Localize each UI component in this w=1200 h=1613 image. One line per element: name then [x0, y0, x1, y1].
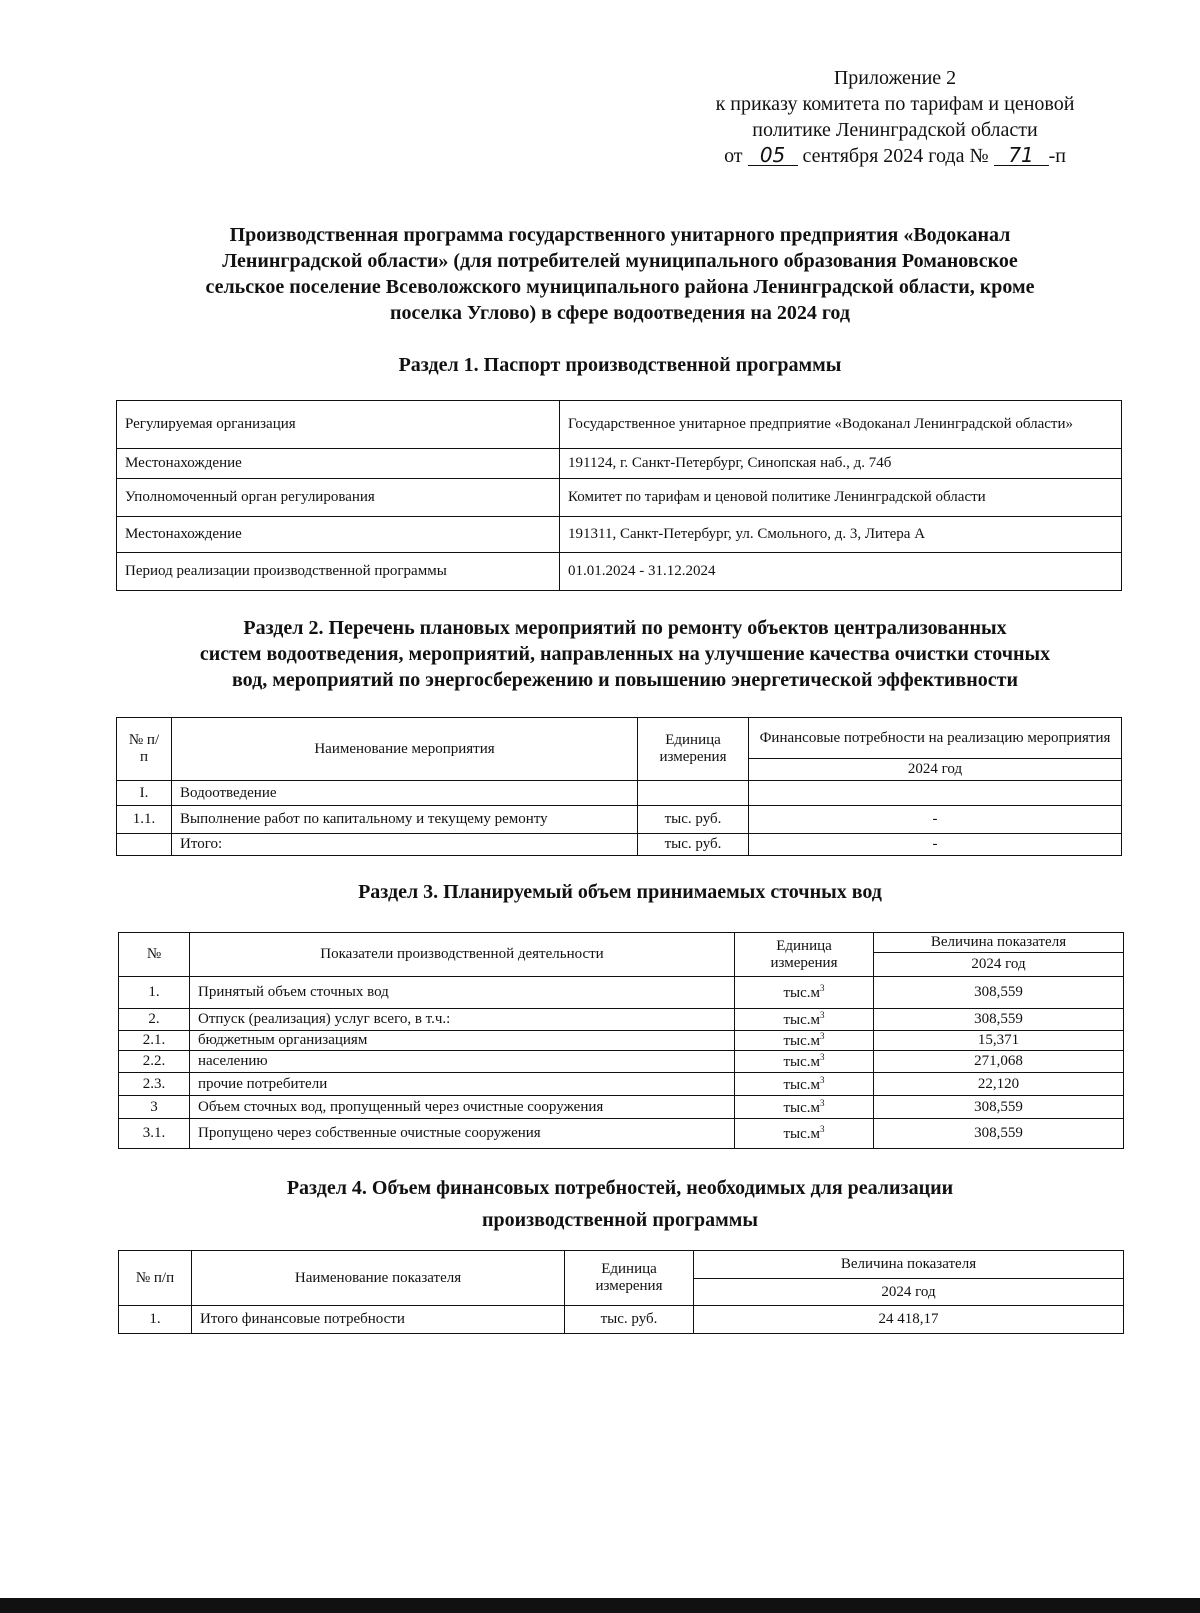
measures-table: № п/п Наименование мероприятия Единица измерения Финансовые потребности на реализацию мероприятия 2024 год I. Водоотведение 1.1. Выполнение работ по капитальному и текущему ремонту тыс. руб. - Итого: тыс. руб. - — [116, 717, 1122, 856]
unit-cell: $тыс.м^3$ — [735, 1119, 874, 1149]
handwritten-number: 71 — [994, 145, 1049, 166]
unit-cell: $тыс.м^3$ — [735, 1031, 874, 1051]
table-row: I. Водоотведение — [117, 781, 1122, 806]
appendix-header — [660, 65, 1130, 169]
section1-heading: Раздел 1. Паспорт производственной программы — [398, 354, 842, 376]
table-row: 1.1. Выполнение работ по капитальному и текущему ремонту тыс. руб. - — [117, 806, 1122, 834]
value-cell: 308,559 — [874, 1119, 1124, 1149]
indicator-name: населению — [190, 1051, 735, 1073]
value-cell: 271,068 — [874, 1051, 1124, 1073]
value-cell: 308,559 — [874, 1096, 1124, 1119]
unit-cell: $тыс.м^3$ — [735, 1009, 874, 1031]
row-number: 1. — [119, 977, 190, 1009]
financial-needs-table: № п/п Наименование показателя Единица измерения Величина показателя 2024 год 1. Итого финансовые потребности тыс. руб. 24 418,17 — [118, 1250, 1124, 1334]
row-number: 2.3. — [119, 1073, 190, 1096]
value-cell: 15,371 — [874, 1031, 1124, 1051]
table-row — [119, 1119, 1124, 1149]
table-row — [119, 1051, 1124, 1073]
indicator-name: прочие потребители — [190, 1073, 735, 1096]
table-row: 1. Итого финансовые потребности тыс. руб. 24 418,17 — [119, 1306, 1124, 1334]
value-cell: 308,559 — [874, 977, 1124, 1009]
handwritten-day: 05 — [748, 145, 798, 166]
section3-heading: Раздел 3. Планируемый объем принимаемых сточных вод — [358, 881, 882, 903]
value-cell: 22,120 — [874, 1073, 1124, 1096]
appendix-label: Приложение 2 — [833, 67, 957, 89]
row-number: 2.2. — [119, 1051, 190, 1073]
table-row — [119, 1009, 1124, 1031]
row-number: 2. — [119, 1009, 190, 1031]
indicator-name: Отпуск (реализация) услуг всего, в т.ч.: — [190, 1009, 735, 1031]
passport-table: Регулируемая организация Государственное унитарное предприятие «Водоканал Ленинградской области» Местонахождение 191124, г. Санкт-Петербург, Синопская наб., д. 74б Уполномоченный орган регулирования Комитет по тарифам и ценовой политике Ленинградской области Местонахождение 191311, Санкт-Петербург, ул. Смольного, д. 3, Литера А Период реализации производственной программы 01.01.2024 - 31.12.2024 — [116, 400, 1122, 591]
unit-cell: $тыс.м^3$ — [735, 1051, 874, 1073]
section4-heading: Раздел 4. Объем финансовых потребностей, необходимых для реализации производственной программы — [286, 1177, 954, 1231]
value-cell: 308,559 — [874, 1009, 1124, 1031]
order-ref-line: к приказу комитета по тарифам и ценовой — [715, 93, 1075, 115]
indicator-name: бюджетным организациям — [190, 1031, 735, 1051]
wastewater-volume-table: № Показатели производственной деятельности Единица измерения Величина показателя 2024 год 1. Принятый объем сточных вод $тыс.м^3$ 308,559 2. Отпуск (реализация) услуг всего, в т.ч.: $тыс.м^3$ 308,559 2.1. бюджетным организациям $тыс.м^3$ 15,371 2.2. населению $тыс.м^3$ 271,068 2.3. прочие потребители $тыс.м^3$ 22,120 3 Объем сточных вод, пропущенный через очистные сооружения $тыс.м^3$ 308,559 3.1. Пропущено через собственные очистные сооружения $тыс.м^3$ 308,559 — [118, 932, 1124, 1149]
table-row — [119, 1031, 1124, 1051]
indicator-name: Объем сточных вод, пропущенный через очистные сооружения — [190, 1096, 735, 1119]
row-number: 3.1. — [119, 1119, 190, 1149]
indicator-name: Принятый объем сточных вод — [190, 977, 735, 1009]
section2-heading: Раздел 2. Перечень плановых мероприятий по ремонту объектов централизованных систем водоотведения, мероприятий, направленных на улучшение качества очистки сточных вод, мероприятий по энергосбережению и повышению энергетической эффективности — [199, 617, 1051, 691]
order-date-line: от 05 сентября 2024 года № 71 -п — [724, 143, 1066, 167]
table-row — [119, 977, 1124, 1009]
unit-cell: $тыс.м^3$ — [735, 977, 874, 1009]
table-row — [119, 1096, 1124, 1119]
scan-edge — [0, 1598, 1200, 1613]
unit-cell: $тыс.м^3$ — [735, 1096, 874, 1119]
order-ref-line: политике Ленинградской области — [752, 119, 1038, 141]
unit-cell: $тыс.м^3$ — [735, 1073, 874, 1096]
document-title: Производственная программа государственного унитарного предприятия «Водоканал Ленинградской области» (для потребителей муниципального образования Романовское сельское поселение Всеволожского муниципального района Ленинградской области, кроме поселка Углово) в сфере водоотведения на 2024 год — [205, 224, 1035, 324]
table-row — [119, 1073, 1124, 1096]
table-row: Итого: тыс. руб. - — [117, 834, 1122, 856]
indicator-name: Пропущено через собственные очистные сооружения — [190, 1119, 735, 1149]
row-number: 3 — [119, 1096, 190, 1119]
row-number: 2.1. — [119, 1031, 190, 1051]
